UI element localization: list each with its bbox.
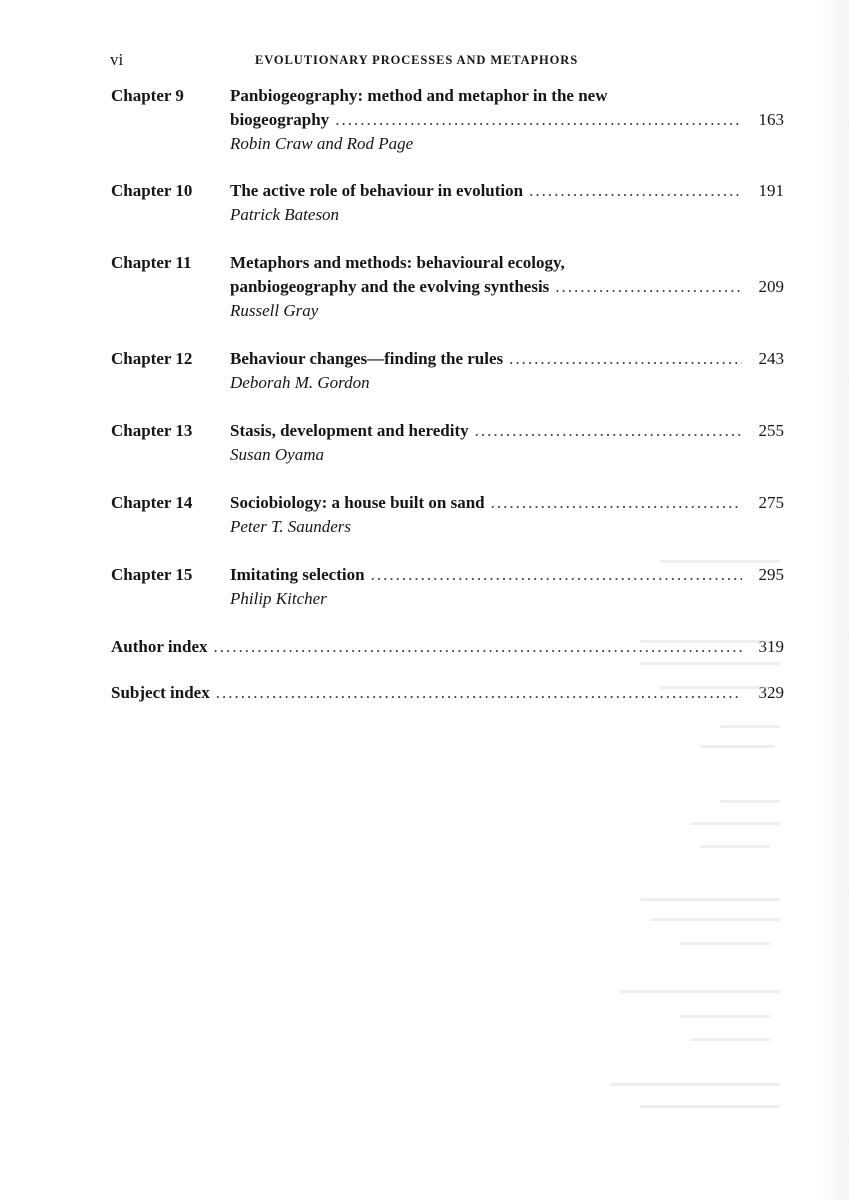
chapter-title-line <box>230 563 784 587</box>
show-through-mark <box>700 845 770 848</box>
chapter-title-line <box>230 419 784 443</box>
show-through-mark <box>640 662 780 665</box>
index-line <box>111 635 784 659</box>
running-title: EVOLUTIONARY PROCESSES AND METAPHORS <box>255 53 579 67</box>
show-through-mark <box>660 686 770 689</box>
chapter-title: The active role of behaviour in evolution <box>230 181 524 200</box>
show-through-mark <box>680 942 770 945</box>
chapter-title: biogeography <box>230 110 330 129</box>
dot-leader <box>371 563 742 587</box>
chapter-label: Chapter 9 <box>111 86 184 105</box>
index-page: 319 <box>758 637 784 656</box>
chapter-body <box>230 563 784 611</box>
show-through-mark <box>620 990 780 993</box>
toc-entry-subject-index <box>111 681 784 705</box>
toc-entry-author-index <box>111 635 784 659</box>
chapter-author: Philip Kitcher <box>230 589 327 608</box>
chapter-title-line <box>230 251 784 275</box>
show-through-mark <box>640 898 780 901</box>
dot-leader <box>214 635 742 659</box>
running-header <box>110 50 784 72</box>
chapter-page: 163 <box>758 110 784 129</box>
chapter-body <box>230 419 784 467</box>
chapter-author: Patrick Bateson <box>230 205 340 224</box>
chapter-label: Chapter 13 <box>111 421 193 440</box>
chapter-page: 275 <box>758 493 784 512</box>
chapter-title: Imitating selection <box>230 565 365 584</box>
chapter-body <box>230 251 784 323</box>
page-number: vi <box>110 50 124 69</box>
chapter-page: 243 <box>758 349 784 368</box>
show-through-mark <box>680 1015 770 1018</box>
chapter-title-line <box>230 347 784 371</box>
dot-leader <box>555 275 742 299</box>
dot-leader <box>475 419 742 443</box>
chapter-label: Chapter 12 <box>111 349 193 368</box>
chapter-title-line <box>230 84 784 108</box>
chapter-page: 191 <box>758 181 784 200</box>
chapter-body <box>230 491 784 539</box>
chapter-label: Chapter 10 <box>111 181 193 200</box>
show-through-mark <box>660 560 780 563</box>
chapter-title-line <box>230 275 784 299</box>
index-page: 329 <box>758 683 784 702</box>
chapter-title: Stasis, development and heredity <box>230 421 469 440</box>
chapter-body <box>230 84 784 156</box>
chapter-page: 255 <box>758 421 784 440</box>
chapter-title: panbiogeography and the evolving synthesis <box>230 277 550 296</box>
chapter-title: Panbiogeography: method and metaphor in the new <box>230 86 608 105</box>
show-through-mark <box>690 822 780 825</box>
chapter-label: Chapter 14 <box>111 493 193 512</box>
chapter-author: Robin Craw and Rod Page <box>230 134 414 153</box>
show-through-mark <box>610 1083 780 1086</box>
dot-leader <box>509 347 742 371</box>
chapter-body <box>230 179 784 227</box>
chapter-page: 209 <box>758 277 784 296</box>
show-through-mark <box>700 745 775 748</box>
index-line <box>111 681 784 705</box>
show-through-mark <box>690 1038 770 1041</box>
show-through-mark <box>720 800 780 803</box>
chapter-title-line <box>230 179 784 203</box>
chapter-title-line <box>230 108 784 132</box>
dot-leader <box>491 491 742 515</box>
chapter-title: Behaviour changes—finding the rules <box>230 349 504 368</box>
chapter-page: 295 <box>758 565 784 584</box>
chapter-author: Deborah M. Gordon <box>230 373 370 392</box>
chapter-title: Metaphors and methods: behavioural ecology, <box>230 253 565 272</box>
chapter-author: Susan Oyama <box>230 445 324 464</box>
dot-leader <box>335 108 742 132</box>
chapter-body <box>230 347 784 395</box>
page-edge-shading <box>819 0 849 1200</box>
chapter-label: Chapter 11 <box>111 253 192 272</box>
chapter-author: Russell Gray <box>230 301 319 320</box>
show-through-mark <box>720 725 780 728</box>
show-through-mark <box>640 1105 780 1108</box>
show-through-mark <box>650 918 780 921</box>
index-label: Author index <box>111 637 208 656</box>
index-label: Subject index <box>111 683 210 702</box>
show-through-mark <box>640 640 770 643</box>
chapter-title: Sociobiology: a house built on sand <box>230 493 485 512</box>
chapter-author: Peter T. Saunders <box>230 517 352 536</box>
chapter-label: Chapter 15 <box>111 565 193 584</box>
chapter-title-line <box>230 491 784 515</box>
dot-leader <box>529 179 742 203</box>
dot-leader <box>216 681 742 705</box>
